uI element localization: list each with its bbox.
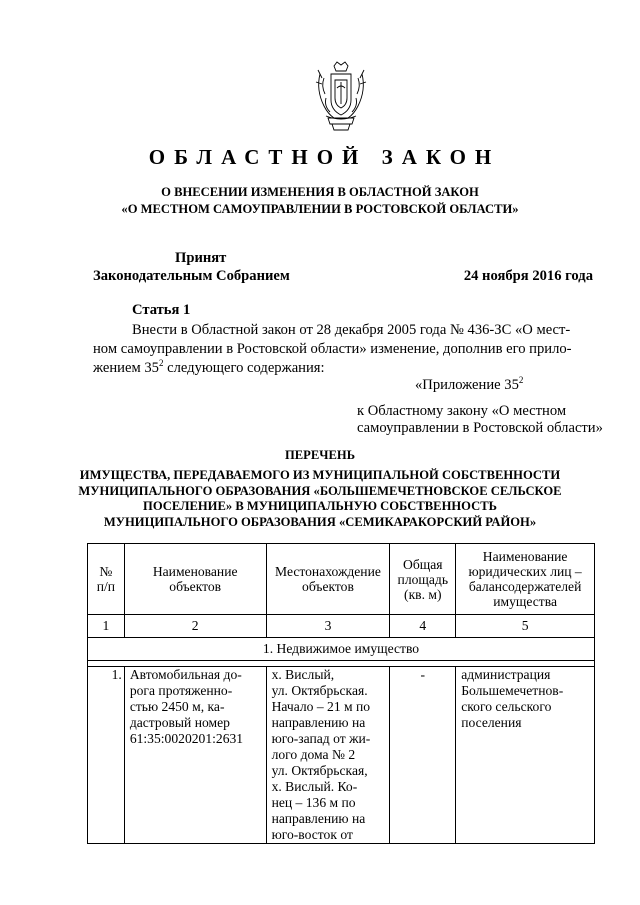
column-number: 1 xyxy=(88,615,125,638)
balance-holder: администрация Большемечетнов- ского сельского поселения xyxy=(456,667,595,844)
object-name: Автомобильная до- рога протяженно- стью 2450 м, ка- дастровый номер 61:35:0020201:2631 xyxy=(124,667,266,844)
property-table xyxy=(87,543,595,844)
object-area: - xyxy=(390,667,456,844)
law-title: ОБЛАСТНОЙ ЗАКОН xyxy=(148,145,501,169)
list-description: ИМУЩЕСТВА, ПЕРЕДАВАЕМОГО ИЗ МУНИЦИПАЛЬНОЙ СОБСТВЕННОСТИ МУНИЦИПАЛЬНОГО ОБРАЗОВАНИЯ «БОЛЬШЕМЕЧЕТНОВСКОЕ СЕЛЬСКОЕ ПОСЕЛЕНИЕ» В МУНИЦИПАЛЬНУЮ СОБСТВЕННОСТЬ МУНИЦИПАЛЬНОГО ОБРАЗОВАНИЯ «СЕМИКАРАКОРСКИЙ РАЙОН» xyxy=(78,468,562,529)
column-number: 2 xyxy=(124,615,266,638)
coat-of-arms-icon xyxy=(312,60,370,132)
header-cell-area: Общая площадь (кв. м) xyxy=(390,544,456,615)
column-number: 3 xyxy=(266,615,390,638)
law-subtitle-line-2: «О МЕСТНОМ САМОУПРАВЛЕНИИ В РОСТОВСКОЙ ОБЛАСТИ» xyxy=(121,202,519,216)
header-cell-holder: Наименование юридических лиц – балансодержателей имущества xyxy=(456,544,595,615)
table-header-row xyxy=(88,544,595,615)
article-text xyxy=(93,321,595,378)
list-heading: ПЕРЕЧЕНЬ xyxy=(284,448,356,462)
column-number: 5 xyxy=(456,615,595,638)
article-heading: Статья 1 xyxy=(132,302,191,318)
row-number: 1. xyxy=(88,667,125,844)
section-title: 1. Недвижимое имущество xyxy=(88,638,595,661)
section-row xyxy=(88,638,595,661)
header-cell-name: Наименование объектов xyxy=(124,544,266,615)
table-row xyxy=(88,667,595,844)
object-location: х. Вислый, ул. Октябрьская. Начало – 21 м по направлению на юго-запад от жи- лого дома № 2 ул. Октябрьская, х. Вислый. Ко- нец – 136 м по направлению на юго-восток от xyxy=(266,667,390,844)
article-text-line: ном самоуправлении в Ростовской области» изменение, дополнив его прило- xyxy=(93,341,572,357)
header-cell-number: № п/п xyxy=(88,544,125,615)
appendix-ref-line: самоуправлении в Ростовской области» xyxy=(357,420,603,436)
column-number-row xyxy=(88,615,595,638)
article-text-line: жением $35^2$ следующего содержания: xyxy=(93,358,325,376)
appendix-ref-line: к Областному закону «О местном xyxy=(357,403,567,419)
adoption-date: 24 ноября 2016 года xyxy=(463,268,593,284)
header-cell-location: Местонахождение объектов xyxy=(266,544,390,615)
article-text-line: Внести в Областной закон от 28 декабря 2005 года № 436-ЗС «О мест- xyxy=(132,322,571,338)
appendix-label: «Приложение $35^2$ xyxy=(415,375,524,393)
law-subtitle-line-1: О ВНЕСЕНИИ ИЗМЕНЕНИЯ В ОБЛАСТНОЙ ЗАКОН xyxy=(161,185,479,199)
adopted-by: Законодательным Собранием xyxy=(93,268,290,284)
adopted-label: Принят xyxy=(175,250,227,266)
column-number: 4 xyxy=(390,615,456,638)
